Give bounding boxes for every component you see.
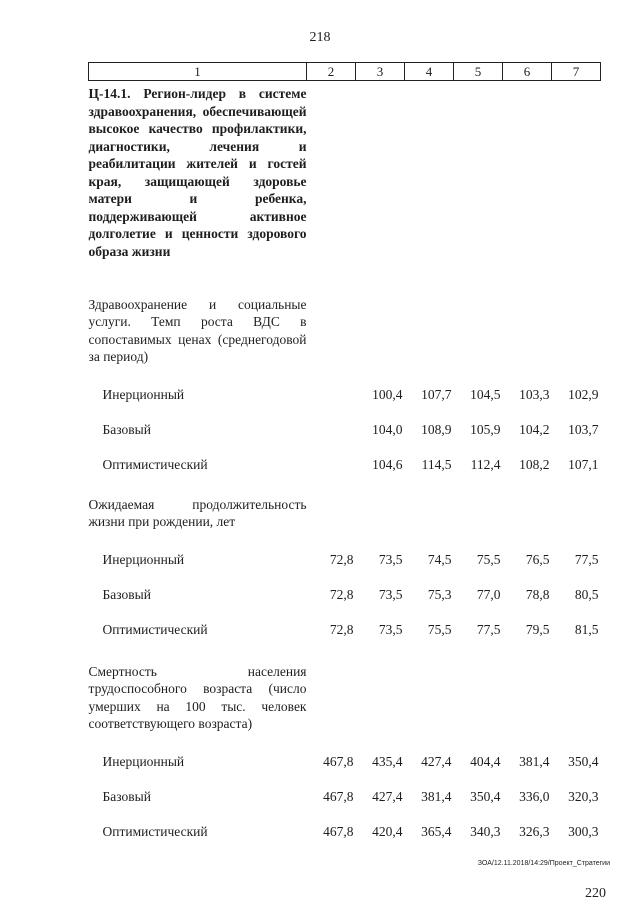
value-cell: 104,6 <box>372 456 403 472</box>
value-cell: 81,5 <box>574 621 599 637</box>
col-header-6: 6 <box>503 63 552 81</box>
value-cell: 75,5 <box>427 621 452 637</box>
value-cell: 350,4 <box>470 788 501 804</box>
value-cell <box>307 438 356 473</box>
page-number: 218 <box>309 30 331 45</box>
value-cell: 107,7 <box>421 386 452 402</box>
value-cell: 467,8 <box>323 823 354 839</box>
value-cell: 108,2 <box>519 456 550 472</box>
scenario-label: Оптимистический <box>102 823 208 839</box>
section-title: Здравоохранение и социальные услуги. Темп роста ВДС в сопоставимых ценах (среднегодовой за период) <box>88 296 307 364</box>
col-header-4: 4 <box>405 63 454 81</box>
value-cell: 112,4 <box>470 456 501 472</box>
value-cell: 72,8 <box>329 551 354 567</box>
bottom-page-number: 220 <box>585 886 606 901</box>
value-cell: 105,9 <box>470 421 501 437</box>
value-cell: 74,5 <box>427 551 452 567</box>
value-cell: 404,4 <box>470 753 501 769</box>
value-cell: 420,4 <box>372 823 403 839</box>
scenario-label: Оптимистический <box>102 456 208 472</box>
value-cell: 76,5 <box>525 551 550 567</box>
value-cell: 381,4 <box>519 753 550 769</box>
value-cell: 107,1 <box>568 456 599 472</box>
value-cell: 77,0 <box>476 586 501 602</box>
value-cell: 300,3 <box>568 823 599 839</box>
value-cell: 72,8 <box>329 621 354 637</box>
table-row <box>89 603 601 638</box>
value-cell: 336,0 <box>519 788 550 804</box>
document-stamp: ЗОА/12.11.2018/14:29/Проект_Стратегии <box>477 860 610 867</box>
table-row <box>89 770 601 805</box>
strategy-table <box>88 62 601 840</box>
value-cell: 72,8 <box>329 586 354 602</box>
col-header-3: 3 <box>356 63 405 81</box>
scenario-label: Базовый <box>102 421 151 437</box>
header-row <box>89 63 601 81</box>
value-cell: 77,5 <box>574 551 599 567</box>
value-cell: 467,8 <box>323 753 354 769</box>
value-cell: 381,4 <box>421 788 452 804</box>
value-cell: 100,4 <box>372 386 403 402</box>
col-header-7: 7 <box>552 63 601 81</box>
section-title: Ожидаемая продолжительность жизни при рождении, лет <box>88 496 307 529</box>
section-title: Смертность населения трудоспособного возраста (число умерших на 100 тыс. человек соответствующего возраста) <box>88 663 307 731</box>
table-row <box>89 366 601 403</box>
table-row <box>89 403 601 438</box>
table-row <box>89 438 601 473</box>
table-row <box>89 733 601 770</box>
goal-heading: Ц-14.1. Регион-лидер в системе здравоохранения, обеспечивающей высокое качество профилактики, диагностики, лечения и реабилитации жителей и гостей края, защищающей здоровье матери и ребенка, поддерживающей активное долголетие и ценности здорового образа жизни <box>88 86 307 259</box>
value-cell: 104,0 <box>372 421 403 437</box>
value-cell: 350,4 <box>568 753 599 769</box>
value-cell <box>307 366 356 403</box>
value-cell: 77,5 <box>476 621 501 637</box>
value-cell: 114,5 <box>421 456 452 472</box>
value-cell: 104,2 <box>519 421 550 437</box>
value-cell: 467,8 <box>323 788 354 804</box>
value-cell: 75,3 <box>427 586 452 602</box>
value-cell: 103,3 <box>519 386 550 402</box>
scenario-label: Оптимистический <box>102 621 208 637</box>
value-cell: 108,9 <box>421 421 452 437</box>
value-cell: 102,9 <box>568 386 599 402</box>
table-row <box>89 531 601 568</box>
value-cell: 75,5 <box>476 551 501 567</box>
value-cell <box>307 403 356 438</box>
table-row <box>89 805 601 840</box>
value-cell: 427,4 <box>421 753 452 769</box>
col-header-5: 5 <box>454 63 503 81</box>
table-row <box>89 568 601 603</box>
value-cell: 103,7 <box>568 421 599 437</box>
value-cell: 326,3 <box>519 823 550 839</box>
value-cell: 73,5 <box>378 621 403 637</box>
value-cell: 435,4 <box>372 753 403 769</box>
value-cell: 78,8 <box>525 586 550 602</box>
value-cell: 427,4 <box>372 788 403 804</box>
value-cell: 104,5 <box>470 386 501 402</box>
scenario-label: Базовый <box>102 586 151 602</box>
value-cell: 80,5 <box>574 586 599 602</box>
scenario-label: Базовый <box>102 788 151 804</box>
value-cell: 340,3 <box>470 823 501 839</box>
scenario-label: Инерционный <box>102 551 185 567</box>
value-cell: 79,5 <box>525 621 550 637</box>
col-header-2: 2 <box>307 63 356 81</box>
value-cell: 73,5 <box>378 551 403 567</box>
value-cell: 320,3 <box>568 788 599 804</box>
value-cell: 365,4 <box>421 823 452 839</box>
col-header-1: 1 <box>89 63 307 81</box>
value-cell: 73,5 <box>378 586 403 602</box>
scenario-label: Инерционный <box>102 386 185 402</box>
scenario-label: Инерционный <box>102 753 185 769</box>
